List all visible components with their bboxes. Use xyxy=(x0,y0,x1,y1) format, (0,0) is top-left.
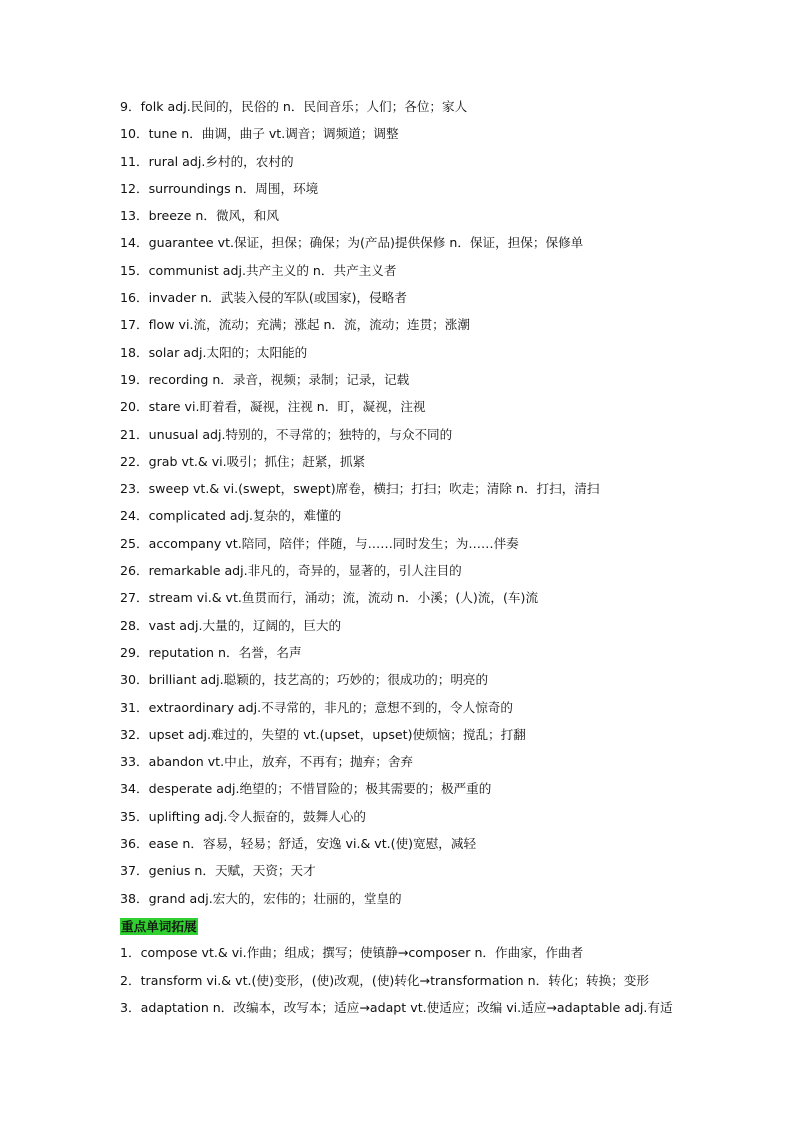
vocab-entry: 38．grand adj.宏大的，宏伟的；壮丽的，堂皇的 xyxy=(120,890,402,906)
vocab-entry: 13．breeze n．微风，和风 xyxy=(120,208,279,224)
extension-entry: 2．transform vi.& vt.(使)变形，(使)改观，(使)转化→transformation n．转化；转换；变形 xyxy=(120,972,649,988)
vocab-entry: 17．flow vi.流，流动；充满；涨起 n．流，流动；连贯；涨潮 xyxy=(120,317,470,333)
vocab-entry: 23．sweep vt.& vi.(swept，swept)席卷，横扫；打扫；吹走；清除 n．打扫，清扫 xyxy=(120,481,600,497)
vocab-entry: 22．grab vt.& vi.吸引；抓住；赶紧，抓紧 xyxy=(120,453,366,469)
vocab-entry: 30．brilliant adj.聪颖的，技艺高的；巧妙的；很成功的；明亮的 xyxy=(120,672,489,688)
vocab-entry: 9．folk adj.民间的，民俗的 n．民间音乐；人们；各位；家人 xyxy=(120,99,468,114)
vocab-entry: 10．tune n．曲调，曲子 vt.调音；调频道；调整 xyxy=(120,126,399,142)
vocab-entry: 11．rural adj.乡村的，农村的 xyxy=(120,153,294,169)
vocab-entry: 37．genius n．天赋，天资；天才 xyxy=(120,863,316,879)
vocab-entry: 36．ease n．容易，轻易；舒适，安逸 vi.& vt.(使)宽慰，减轻 xyxy=(120,836,477,852)
vocab-entry: 35．uplifting adj.令人振奋的，鼓舞人心的 xyxy=(120,808,366,824)
section-heading-row xyxy=(120,912,760,939)
extension-entry: 3．adaptation n．改编本，改写本；适应→adapt vt.使适应；改编 vi.适应→adaptable adj.有适 xyxy=(120,999,673,1015)
vocab-entry: 32．upset adj.难过的，失望的 vt.(upset，upset)使烦恼；搅乱；打翻 xyxy=(120,726,526,742)
extension-list xyxy=(120,939,760,1021)
vocab-entry: 16．invader n．武装入侵的军队(或国家)，侵略者 xyxy=(120,290,407,306)
vocab-entry: 19．recording n．录音，视频；录制；记录，记载 xyxy=(120,371,410,387)
vocab-entry: 34．desperate adj.绝望的；不惜冒险的；极其需要的；极严重的 xyxy=(120,781,492,797)
vocab-entry: 28．vast adj.大量的，辽阔的，巨大的 xyxy=(120,617,342,633)
vocab-entry: 12．surroundings n．周围，环境 xyxy=(120,180,319,196)
extension-entry: 1．compose vt.& vi.作曲；组成；撰写；使镇静→composer n．作曲家，作曲者 xyxy=(120,945,584,961)
vocab-entry: 14．guarantee vt.保证，担保；确保；为(产品)提供保修 n．保证，担保；保修单 xyxy=(120,235,584,251)
vocab-entry: 24．complicated adj.复杂的，难懂的 xyxy=(120,508,342,524)
vocab-entry: 26．remarkable adj.非凡的，奇异的，显著的，引人注目的 xyxy=(120,563,462,579)
vocab-entry: 18．solar adj.太阳的；太阳能的 xyxy=(120,344,308,360)
vocab-entry: 20．stare vi.盯着看，凝视，注视 n．盯，凝视，注视 xyxy=(120,399,426,415)
vocab-entry: 29．reputation n．名誉，名声 xyxy=(120,644,302,660)
vocab-entry: 21．unusual adj.特别的，不寻常的；独特的，与众不同的 xyxy=(120,426,453,442)
vocab-entry: 27．stream vi.& vt.鱼贯而行，涌动；流，流动 n．小溪；(人)流，(车)流 xyxy=(120,590,539,606)
vocabulary-list xyxy=(120,93,760,912)
vocab-entry: 15．communist adj.共产主义的 n．共产主义者 xyxy=(120,262,397,278)
vocab-entry: 33．abandon vt.中止，放弃，不再有；抛弃；舍弃 xyxy=(120,754,414,770)
document-page xyxy=(120,93,760,1021)
vocab-entry: 31．extraordinary adj.不寻常的，非凡的；意想不到的，令人惊奇的 xyxy=(120,699,514,715)
section-title: 重点单词拓展 xyxy=(121,918,197,934)
vocab-entry: 25．accompany vt.陪同，陪伴；伴随，与……同时发生；为……伴奏 xyxy=(120,535,519,551)
